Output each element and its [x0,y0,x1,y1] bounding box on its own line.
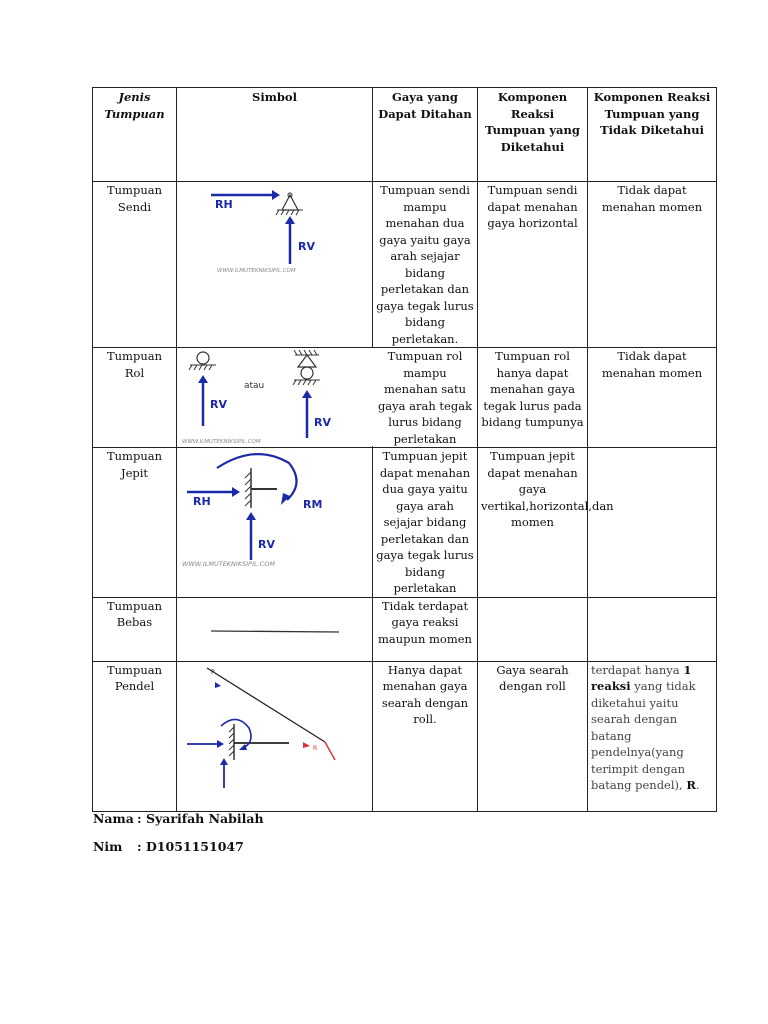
diketahui-cell: Tumpuan sendi dapat menahan gaya horizontal [478,182,588,348]
footer-nim [93,839,244,854]
row-pendel [93,661,717,811]
diketahui-cell [478,597,588,661]
r-label: R [313,744,318,752]
footer-nama [93,811,264,826]
pendel-diagram [177,662,373,808]
symbol-jepit [177,448,373,598]
tidak-cell [588,448,717,598]
jenis-cell: Tumpuan Jepit [93,448,177,598]
gaya-cell: Tumpuan rol mampu menahan satu gaya arah tegak lurus bidang perletakan [373,348,478,448]
jenis-cell: Tumpuan Rol [93,348,177,448]
jepit-diagram [177,448,373,574]
row-jepit [93,448,717,598]
watermark: WWW.ILMUTEKNIKSIPIL.COM [217,268,296,274]
row-bebas [93,597,717,661]
symbol-sendi [177,182,373,348]
jenis-cell: Tumpuan Pendel [93,661,177,811]
header-gaya: Gaya yang Dapat Ditahan [373,88,478,182]
nama-label: Nama [93,811,134,826]
header-komponen-tidak: Komponen Reaksi Tumpuan yang Tidak Diketahui [588,88,717,182]
tidak-cell [588,661,717,811]
rv-label: RV [258,538,275,551]
rv-label: RV [210,398,227,411]
watermark: WWW.ILMUTEKNIKSIPIL.COM [182,439,261,445]
header-simbol: Simbol [177,88,373,182]
symbol-pendel [177,661,373,811]
header-komponen-diketahui: Komponen Reaksi Tumpuan yang Diketahui [478,88,588,182]
nim-value: : D1051151047 [137,839,244,854]
gaya-cell: Hanya dapat menahan gaya searah dengan roll. [373,661,478,811]
supports-table [92,87,717,812]
p-label: P [211,668,215,676]
rh-label: RH [193,495,211,508]
diketahui-cell: Tumpuan jepit dapat menahan gaya vertikal,horizontal,dan momen [478,448,588,598]
tidak-end: R [686,778,696,792]
symbol-rol [177,348,373,448]
tidak-cell: Tidak dapat menahan momen [588,182,717,348]
symbol-bebas [177,597,373,661]
diketahui-cell: Tumpuan rol hanya dapat menahan gaya tegak lurus pada bidang tumpunya [478,348,588,448]
watermark: WWW.ILMUTEKNIKSIPIL.COM [182,560,275,568]
jenis-cell: Tumpuan Bebas [93,597,177,661]
nama-value: : Syarifah Nabilah [137,811,264,826]
jenis-cell: Tumpuan Sendi [93,182,177,348]
gaya-cell: Tumpuan jepit dapat menahan dua gaya yaitu gaya arah sejajar bidang perletakan dan gaya tegak lurus bidang perletakan [373,448,478,598]
rv-label-2: RV [314,416,331,429]
gaya-cell: Tidak terdapat gaya reaksi maupun momen [373,597,478,661]
nim-label: Nim [93,839,123,854]
header-jenis: Jenis Tumpuan [93,88,177,182]
sendi-diagram [177,182,373,282]
rv-label: RV [298,240,315,253]
rol-diagram [177,348,373,446]
tidak-dot: . [695,778,700,792]
tidak-cell [588,597,717,661]
header-row [93,88,717,182]
tidak-bold: 1 reaksi [591,662,692,693]
bebas-diagram [177,598,373,658]
tidak-pre: terdapat hanya [591,662,684,677]
row-sendi [93,182,717,348]
row-rol [93,348,717,448]
rh-label: RH [215,198,233,211]
atau-label: atau [244,381,265,391]
rm-label: RM [303,498,323,511]
tidak-mid: yang tidak diketahui yaitu searah dengan batang pendelnya(yang terimpit dengan batang pendel), [591,679,696,792]
tidak-cell: Tidak dapat menahan momen [588,348,717,448]
gaya-cell: Tumpuan sendi mampu menahan dua gaya yaitu gaya arah sejajar bidang perletakan dan gaya tegak lurus bidang perletakan. [373,182,478,348]
diketahui-cell: Gaya searah dengan roll [478,661,588,811]
